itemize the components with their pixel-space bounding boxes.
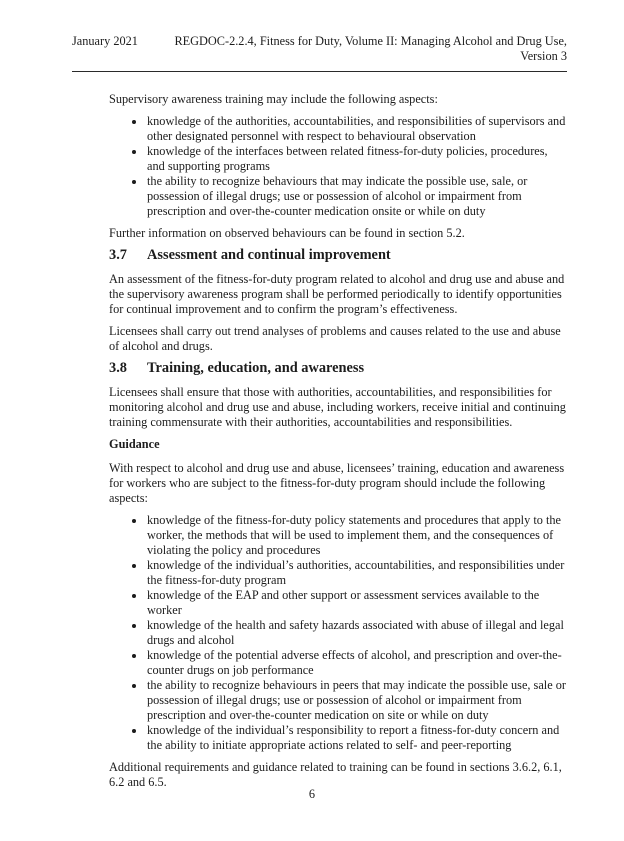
worker-bullet-list xyxy=(109,513,567,753)
section-heading-3-8 xyxy=(109,361,567,376)
supervisory-bullet-list xyxy=(109,114,567,219)
list-item: • knowledge of the fitness-for-duty policy statements and procedures that apply to the worker, the methods that will be used to implement them, and the consequences of violating the policy and procedures xyxy=(146,513,567,558)
list-item: • the ability to recognize behaviours in peers that may indicate the possible use, sale or possession of illegal drugs; use or possession of alcohol or impairment from prescription and over-the-counter medication on site or while on duty xyxy=(146,678,567,723)
section-number: 3.8 xyxy=(109,360,127,376)
list-item: • knowledge of the health and safety hazards associated with abuse of illegal and legal drugs and alcohol xyxy=(146,618,567,648)
document-body xyxy=(109,92,567,790)
list-item: • knowledge of the potential adverse effects of alcohol, and prescription and over-the-counter drugs on job performance xyxy=(146,648,567,678)
header-date: January 2021 xyxy=(72,34,138,48)
guidance-intro-paragraph: With respect to alcohol and drug use and abuse, licensees’ training, education and awareness for workers who are subject to the fitness-for-duty program should include the following aspects: xyxy=(109,461,565,505)
assessment-paragraph: An assessment of the fitness-for-duty program related to alcohol and drug use and abuse and the supervisory awareness program shall be performed periodically to identify opportunities for continual improvement and to confirm the program’s effectiveness. xyxy=(109,272,565,316)
additional-requirements-paragraph: Additional requirements and guidance related to training can be found in sections 3.6.2, 6.1, 6.2 and 6.5. xyxy=(109,760,562,789)
list-item: • knowledge of the EAP and other support or assessment services available to the worker xyxy=(146,588,567,618)
intro-paragraph: Supervisory awareness training may include the following aspects: xyxy=(109,92,438,106)
section-title: Training, education, and awareness xyxy=(147,360,365,376)
section-title: Assessment and continual improvement xyxy=(147,247,391,263)
list-item: • knowledge of the individual’s authorities, accountabilities, and responsibilities under the fitness-for-duty program xyxy=(146,558,567,588)
list-item: • knowledge of the interfaces between related fitness-for-duty policies, procedures, and supporting programs xyxy=(146,144,567,174)
further-info-paragraph: Further information on observed behaviours can be found in section 5.2. xyxy=(109,226,465,240)
header-doc-title: REGDOC-2.2.4, Fitness for Duty, Volume II: Managing Alcohol and Drug Use, Version 3 xyxy=(174,34,567,63)
trend-paragraph: Licensees shall carry out trend analyses of problems and causes related to the use and abuse of alcohol and drugs. xyxy=(109,324,561,353)
section-heading-3-7 xyxy=(109,248,567,263)
guidance-heading: Guidance xyxy=(109,437,160,451)
section-number: 3.7 xyxy=(109,247,127,263)
page-number: 6 xyxy=(308,787,316,801)
list-item: • the ability to recognize behaviours that may indicate the possible use, sale, or possession of illegal drugs; use or possession of alcohol or impairment from prescription and over-the-counter medication onsite or while on duty xyxy=(146,174,567,219)
list-item: • knowledge of the authorities, accountabilities, and responsibilities of supervisors and other designated personnel with respect to behavioural observation xyxy=(146,114,567,144)
page-header xyxy=(72,34,567,72)
list-item: • knowledge of the individual’s responsibility to report a fitness-for-duty concern and the ability to initiate appropriate actions related to self- and peer-reporting xyxy=(146,723,567,753)
training-paragraph: Licensees shall ensure that those with authorities, accountabilities, and responsibilities for monitoring alcohol and drug use and abuse, including workers, receive initial and continuing training commensurate with their authorities, accountabilities and responsibilities. xyxy=(109,385,566,429)
